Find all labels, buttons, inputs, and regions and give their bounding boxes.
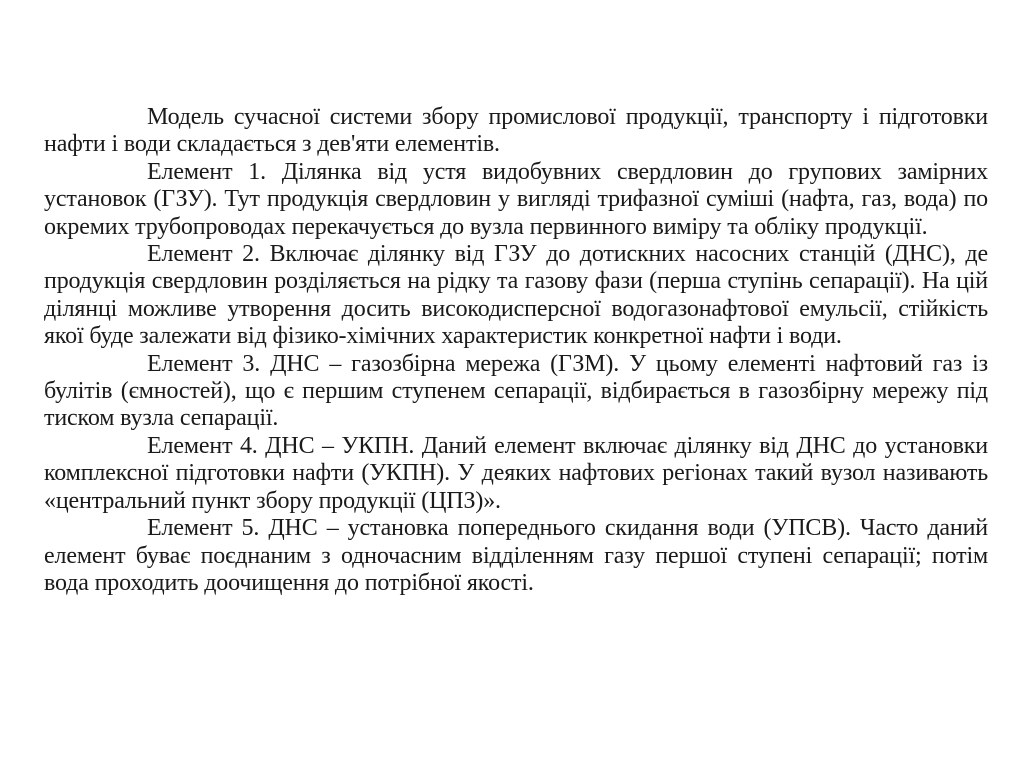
paragraph-element-3: Елемент 3. ДНС – газозбірна мережа (ГЗМ). У цьому елементі нафтовий газ із булітів (ємностей), що є першим ступенем сепарації, відбирається в газозбірну мережу під тиском вузла сепарації. (44, 350, 988, 432)
paragraph-element-5: Елемент 5. ДНС – установка попереднього скидання води (УПСВ). Часто даний елемент буває поєднаним з одночасним відділенням газу першої ступені сепарації; потім вода проходить доочищення до потрібної якості. (44, 515, 988, 596)
paragraph-element-2: Елемент 2. Включає ділянку від ГЗУ до дотискних насосних станцій (ДНС), де продукція свердловин розділяється на рідку та газову фази (перша ступінь сепарації). На цій ділянці можливе утворення досить високодисперсної водогазонафтової емульсії, стійкість якої буде залежати від фізико-хімічних характеристик конкретної нафти і води. (44, 241, 988, 350)
document-page (44, 104, 988, 704)
paragraph-element-4: Елемент 4. ДНС – УКПН. Даний елемент включає ділянку від ДНС до установки комплексної підготовки нафти (УКПН). У деяких нафтових регіонах такий вузол називають «центральний пункт збору продукції (ЦПЗ)». (44, 432, 988, 514)
paragraph-element-1: Елемент 1. Ділянка від устя видобувних свердловин до групових замірних установок (ГЗУ). Тут продукція свердловин у вигляді трифазної суміші (нафта, газ, вода) по окремих трубопроводах перекачується до вузла первинного виміру та обліку продукції. (44, 158, 988, 240)
paragraph-intro: Модель сучасної системи збору промислової продукції, транспорту і підготовки нафти і води складається з дев'яти елементів. (44, 104, 988, 158)
